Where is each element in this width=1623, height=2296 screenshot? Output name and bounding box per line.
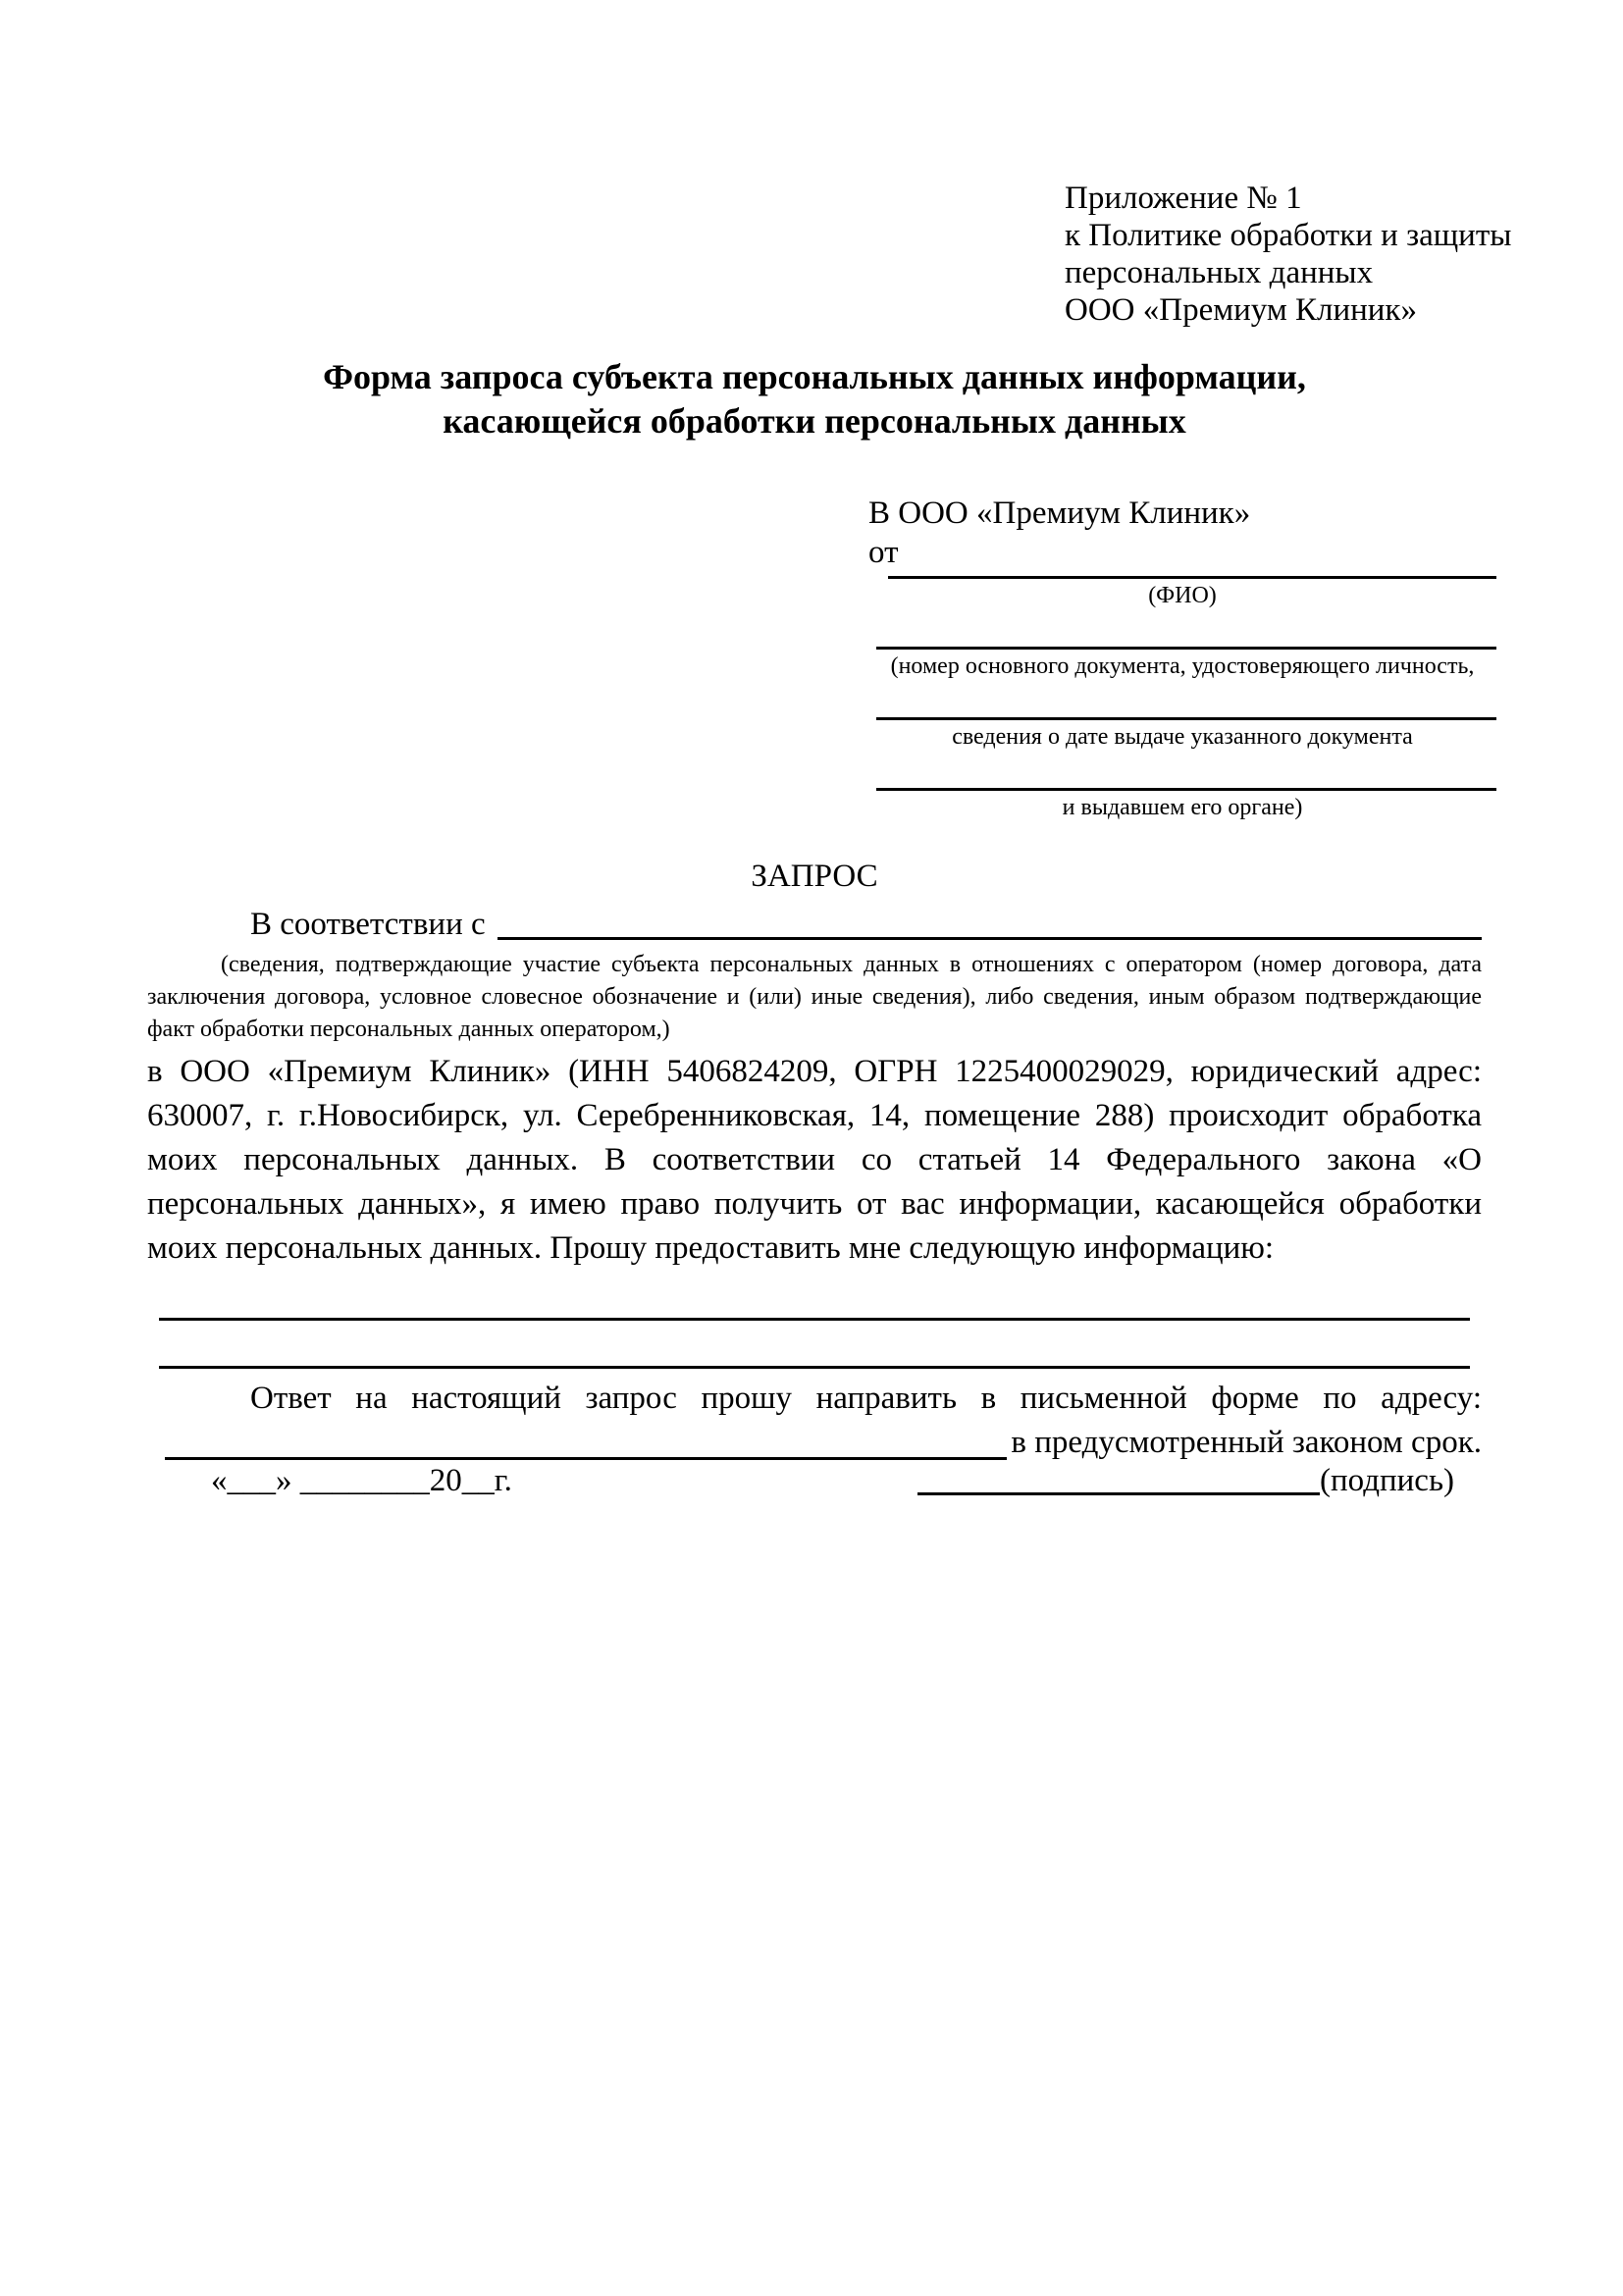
fill-line-caption: сведения о дате выдаче указанного документа: [952, 724, 1413, 750]
form-title: [147, 355, 1482, 444]
fill-line-caption: и выдавшем его органе): [1062, 795, 1303, 820]
request-section: [147, 856, 1482, 1465]
appendix-reference: [1065, 180, 1516, 329]
body-paragraph: в ООО «Премиум Клиник» (ИНН 5406824209, ОГРН 1225400029029, юридический адрес: 630007, г. г.Новосибирск, ул. Серебренниковская, 14, помещение 288) происходит обработка моих персональных данных. В соответствии со статьей 14 Федерального закона «О персональных данных», я имею право получить от вас информации, касающейся обработки моих персональных данных. Прошу предоставить мне следующую информацию:: [147, 1054, 1482, 1266]
fill-row-issuer: [868, 788, 1496, 823]
footnote-body: (сведения, подтверждающие участие субъекта персональных данных в отношениях с оператором (номер договора, дата заключения договора, условное словесное обозначение и (или) иные сведения), либо сведения, иным образом подтверждающие факт обработки персональных данных оператором,): [147, 952, 1482, 1042]
reply-address-row: [147, 1421, 1482, 1465]
fill-line: [159, 1318, 1470, 1321]
appendix-ref-line: Приложение № 1: [1065, 181, 1302, 216]
form-title-line: Форма запроса субъекта персональных данных информации,: [323, 357, 1306, 396]
footer-row: [147, 1460, 1482, 1501]
fill-line-caption: (ФИО): [1148, 583, 1217, 608]
fill-line: [497, 937, 1482, 940]
appendix-ref-line: ООО «Премиум Клиник»: [1065, 292, 1417, 328]
form-title-line: касающейся обработки персональных данных: [443, 401, 1186, 441]
reply-text: Ответ на настоящий запрос прошу направить в письменной форме по адресу:: [250, 1381, 1482, 1416]
addressee-to: В ООО «Премиум Клиник»: [868, 496, 1251, 531]
fill-row-issue-date: [868, 717, 1496, 753]
appendix-ref-line: персональных данных: [1065, 255, 1374, 290]
addressee-from: от: [868, 535, 899, 570]
addressee-block: [868, 494, 1496, 859]
signature-caption: (подпись): [1320, 1463, 1454, 1498]
footnote-text: [147, 949, 1482, 1046]
request-heading: ЗАПРОС: [751, 859, 878, 894]
fill-line-caption: (номер основного документа, удостоверяющего личность,: [890, 653, 1475, 679]
appendix-ref-line: к Политике обработки и защиты: [1065, 218, 1512, 253]
fill-row-doc-number: [868, 647, 1496, 682]
reply-paragraph: [147, 1377, 1482, 1421]
fill-row-fio: [868, 576, 1496, 611]
reply-tail-text: в предусмотренный законом срок.: [1011, 1425, 1482, 1460]
fill-line: [159, 1366, 1470, 1369]
signature-line: [917, 1492, 1320, 1495]
lead-text: В соответствии с: [250, 907, 486, 942]
lead-row: [147, 903, 1482, 946]
signature-group: [917, 1460, 1482, 1501]
date-field: «___» ________20__г.: [211, 1463, 512, 1498]
